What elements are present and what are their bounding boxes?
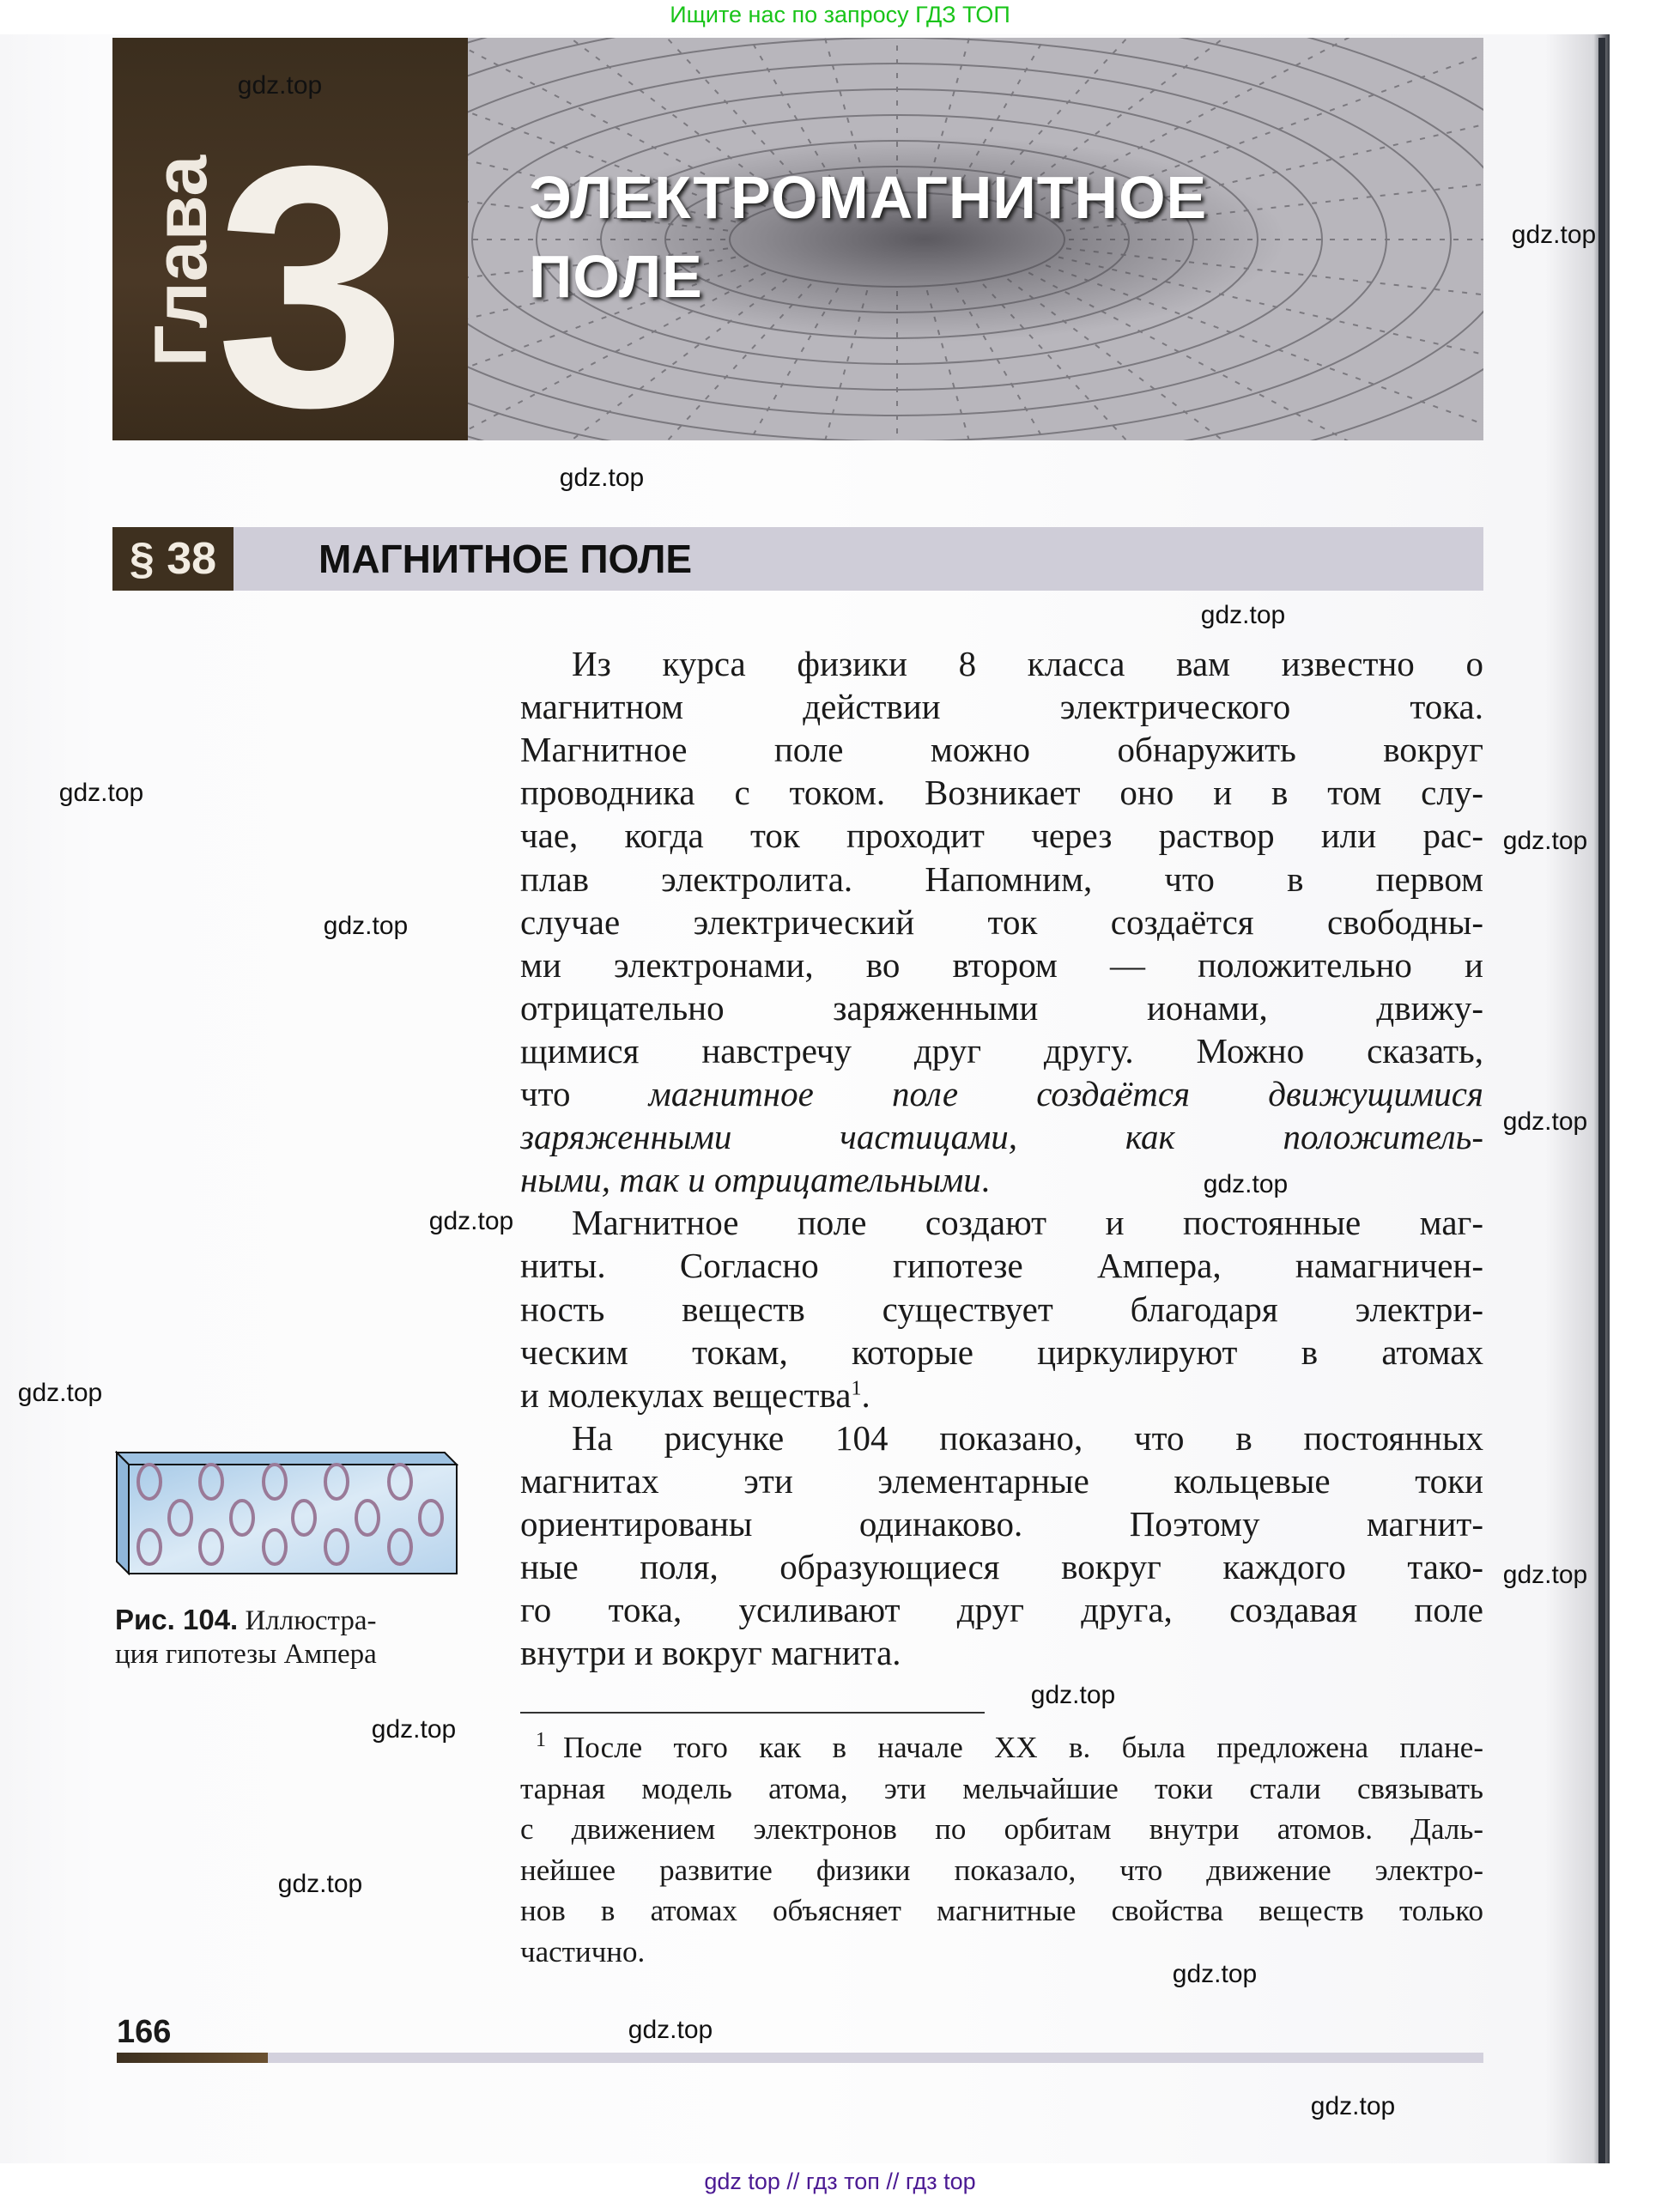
text-segment: го тока, усиливают друг друга, создавая поле xyxy=(520,1590,1483,1630)
text-segment: что xyxy=(520,1074,649,1113)
text-segment: отрицательно заряженными ионами, движу- xyxy=(520,987,1483,1028)
body-line xyxy=(520,728,1483,771)
footnote-ref: 1 xyxy=(851,1377,862,1400)
footer-note: gdz top // гдз топ // гдз top xyxy=(704,2169,976,2194)
body-line xyxy=(520,1029,1483,1072)
text-segment: ность веществ существует благодаря электри- xyxy=(520,1289,1483,1329)
figure-caption-line2: ция гипотезы Ампера xyxy=(115,1639,377,1670)
watermark: gdz.top xyxy=(1200,601,1286,629)
body-line xyxy=(520,814,1483,857)
footnote-text: нов в атомах объясняет магнитные свойства веществ только xyxy=(520,1894,1483,1927)
watermark: gdz.top xyxy=(1502,827,1588,855)
text-segment: плав электролита. Напомним, что в первом xyxy=(520,858,1483,899)
body-line xyxy=(520,1244,1483,1287)
chapter-word: Глава xyxy=(140,155,222,367)
body-line xyxy=(520,858,1483,901)
body-line xyxy=(520,943,1483,986)
watermark: gdz.top xyxy=(1310,2092,1396,2120)
text-segment: . xyxy=(980,1160,991,1200)
footnote-line xyxy=(520,1768,1483,1809)
footnote-text: нейшее развитие физики показало, что движение электро- xyxy=(520,1853,1483,1887)
header-note: Ищите нас по запросу ГДЗ ТОП xyxy=(670,2,1010,27)
footnote-line xyxy=(520,1850,1483,1890)
text-segment: Магнитное поле можно обнаружить вокруг xyxy=(520,730,1483,770)
footnote-line xyxy=(520,1727,1483,1768)
body-line xyxy=(520,1072,1483,1115)
section-header xyxy=(112,527,1483,591)
body-line xyxy=(520,1115,1483,1158)
watermark: gdz.top xyxy=(1511,221,1597,249)
body-line xyxy=(520,1331,1483,1374)
figure-label: Рис. 104. xyxy=(115,1604,239,1635)
footnote-text: После того как в начале XX в. была предложена плане- xyxy=(563,1731,1483,1764)
body-line xyxy=(520,1545,1483,1588)
page-footer-bar-accent xyxy=(117,2053,268,2063)
chapter-title-line: ЭЛЕКТРОМАГНИТНОЕ xyxy=(529,164,1208,231)
body-line xyxy=(520,1158,990,1201)
watermark: gdz.top xyxy=(371,1715,457,1744)
text-segment: чае, когда ток проходит через раствор или рас- xyxy=(520,816,1483,856)
watermark: gdz.top xyxy=(277,1870,363,1898)
body-line xyxy=(520,771,1483,814)
footnote-line xyxy=(520,1890,1483,1931)
footnote-text: частично. xyxy=(520,1934,646,1968)
watermark: gdz.top xyxy=(628,2016,713,2044)
text-segment: магнитном действии электрического тока. xyxy=(520,687,1483,727)
body-line xyxy=(520,901,1483,943)
body-line xyxy=(520,1631,901,1674)
body-line xyxy=(520,1288,1483,1331)
body-line xyxy=(520,642,1483,685)
watermark: gdz.top xyxy=(1502,1107,1588,1136)
chapter-number: 3 xyxy=(215,94,407,440)
italic-segment: заряженными частицами, как положитель- xyxy=(520,1117,1483,1157)
body-line xyxy=(520,986,1483,1029)
body-line xyxy=(520,1201,1483,1244)
chapter-title-line: ПОЛЕ xyxy=(529,243,703,310)
text-segment: и молекулах вещества xyxy=(520,1374,852,1415)
text-segment: На рисунке 104 показано, что в постоянных xyxy=(572,1417,1483,1458)
magnet-illustration xyxy=(115,1451,458,1575)
footnote-marker: 1 xyxy=(536,1729,546,1752)
footnote-text: с движением электронов по орбитам внутри атомов. Даль- xyxy=(520,1812,1483,1846)
body-line xyxy=(520,1502,1483,1545)
text-segment: внутри и вокруг магнита. xyxy=(520,1633,901,1673)
watermark: gdz.top xyxy=(1172,1960,1258,1988)
body-line xyxy=(520,1588,1483,1631)
footnote-line xyxy=(520,1932,645,1972)
footnote-text: тарная модель атома, эти мельчайшие токи стали связывать xyxy=(520,1771,1483,1805)
text-segment: ми электронами, во втором — положительно и xyxy=(520,944,1483,985)
book-spine xyxy=(1598,38,1605,2163)
watermark: gdz.top xyxy=(428,1207,514,1235)
text-segment: щимися навстречу друг другу. Можно сказать, xyxy=(520,1030,1483,1071)
text-segment: проводника с током. Возникает оно и в том слу- xyxy=(520,773,1483,813)
text-segment: случае электрический ток создаётся свободны- xyxy=(520,901,1483,942)
italic-segment: ными, так и отрицательными xyxy=(520,1160,981,1200)
text-segment: . xyxy=(861,1374,870,1415)
watermark: gdz.top xyxy=(1030,1681,1116,1709)
text-segment: магнитах эти элементарные кольцевые токи xyxy=(520,1460,1483,1501)
text-segment: Магнитное поле создают и постоянные маг- xyxy=(572,1203,1483,1243)
figure-ampere-magnet xyxy=(115,1451,458,1575)
section-number: § 38 xyxy=(112,527,234,591)
body-line xyxy=(520,1374,870,1416)
watermark: gdz.top xyxy=(1203,1170,1289,1198)
text-segment: Из курса физики 8 класса вам известно о xyxy=(572,644,1483,683)
figure-caption-text: Иллюстра- xyxy=(245,1605,377,1636)
watermark: gdz.top xyxy=(58,779,144,807)
text-segment: ориентированы одинаково. Поэтому магнит- xyxy=(520,1504,1483,1544)
watermark: gdz.top xyxy=(559,464,645,492)
section-title: МАГНИТНОЕ ПОЛЕ xyxy=(318,537,693,581)
footnote-divider xyxy=(520,1712,985,1714)
watermark: gdz.top xyxy=(17,1379,103,1407)
page-footer-bar xyxy=(117,2053,1483,2063)
italic-segment: магнитное поле создаётся движущимися xyxy=(648,1074,1483,1113)
chapter-title xyxy=(529,158,1207,316)
page-number: 166 xyxy=(117,2014,172,2050)
text-segment: ниты. Согласно гипотезе Ампера, намагничен- xyxy=(520,1246,1483,1286)
footnote-line xyxy=(520,1809,1483,1849)
body-line xyxy=(520,685,1483,728)
watermark: gdz.top xyxy=(1502,1561,1588,1589)
text-segment: ные поля, образующиеся вокруг каждого тако- xyxy=(520,1547,1483,1587)
body-line xyxy=(520,1416,1483,1459)
figure-caption xyxy=(115,1603,377,1638)
watermark: gdz.top xyxy=(323,912,409,940)
watermark: gdz.top xyxy=(237,71,323,100)
body-line xyxy=(520,1459,1483,1502)
text-segment: ческим токам, которые циркулируют в атомах xyxy=(520,1331,1483,1372)
